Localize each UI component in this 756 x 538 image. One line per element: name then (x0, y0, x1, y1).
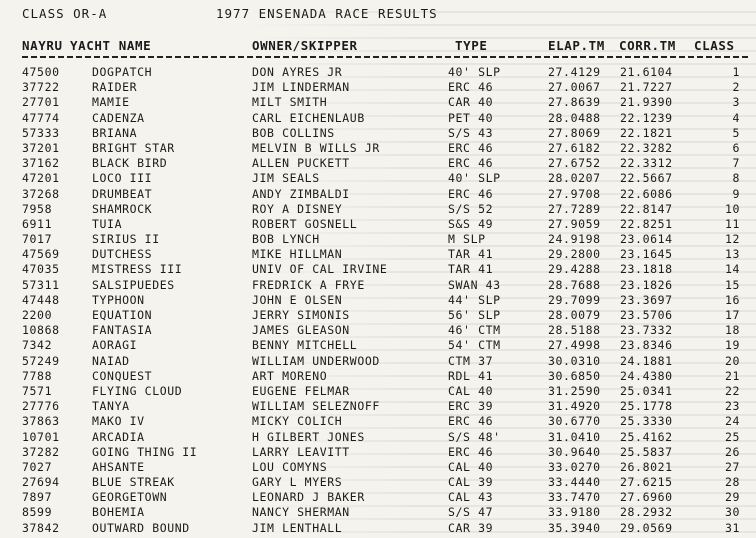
yacht-type: ERC 46 (448, 80, 494, 95)
owner-skipper: LARRY LEAVITT (252, 444, 350, 459)
header-corrected-time: CORR.TM (619, 38, 676, 53)
class-place: 7 (732, 156, 740, 171)
yacht-name: MAMIE (92, 95, 130, 110)
sail-number: 37268 (22, 186, 60, 201)
corrected-time: 22.6086 (620, 186, 673, 201)
yacht-name: BRIGHT STAR (92, 140, 175, 155)
owner-skipper: WILLIAM UNDERWOOD (252, 353, 380, 368)
yacht-name: LOCO III (92, 171, 153, 186)
table-row (0, 232, 756, 247)
owner-skipper: FREDRICK A FRYE (252, 277, 365, 292)
yacht-name: EQUATION (92, 308, 153, 322)
yacht-type: CAL 40 (448, 459, 494, 474)
sail-number: 6911 (22, 216, 53, 231)
table-row (0, 445, 756, 460)
yacht-name: AORAGI (92, 338, 138, 353)
class-place: 17 (724, 308, 740, 322)
yacht-name: FLYING CLOUD (92, 383, 183, 398)
yacht-type: S/S 43 (448, 125, 494, 140)
yacht-name: OUTWARD BOUND (92, 520, 190, 535)
elapsed-time: 27.6752 (548, 156, 601, 171)
yacht-name: GOING THING II (92, 444, 198, 459)
elapsed-time: 27.7289 (548, 201, 601, 216)
table-row (0, 95, 756, 110)
sail-number: 7027 (22, 459, 53, 474)
corrected-time: 23.5706 (620, 308, 673, 322)
yacht-type: 54' CTM (448, 338, 501, 353)
sail-number: 47035 (22, 262, 60, 277)
owner-skipper: MELVIN B WILLS JR (252, 140, 380, 155)
table-row (0, 111, 756, 126)
yacht-type: ERC 46 (448, 414, 494, 429)
yacht-name: TYPHOON (92, 292, 145, 307)
owner-skipper: ART MORENO (252, 368, 328, 383)
yacht-type: CAL 43 (448, 490, 494, 505)
sail-number: 47774 (22, 110, 60, 125)
owner-skipper: H GILBERT JONES (252, 429, 365, 444)
class-place: 5 (732, 125, 740, 140)
class-label: CLASS OR-A (22, 6, 108, 21)
elapsed-time: 29.4288 (548, 262, 601, 277)
elapsed-time: 30.0310 (548, 353, 601, 368)
header-yacht-name: YACHT NAME (70, 38, 152, 53)
table-row (0, 171, 756, 186)
owner-skipper: ANDY ZIMBALDI (252, 186, 350, 201)
table-row (0, 323, 756, 338)
yacht-type: CAL 40 (448, 383, 494, 398)
owner-skipper: MILT SMITH (252, 95, 328, 110)
class-place: 29 (724, 490, 740, 505)
sail-number: 7571 (22, 383, 53, 398)
sail-number: 57311 (22, 277, 60, 292)
table-row (0, 247, 756, 262)
yacht-name: BLUE STREAK (92, 475, 175, 490)
document-title: 1977 ENSENADA RACE RESULTS (216, 6, 438, 21)
elapsed-time: 31.4920 (548, 399, 601, 414)
corrected-time: 25.5837 (620, 444, 673, 459)
table-row (0, 505, 756, 520)
yacht-type: 46' CTM (448, 323, 501, 338)
elapsed-time: 28.7688 (548, 277, 601, 292)
sail-number: 7017 (22, 232, 53, 247)
table-row (0, 430, 756, 445)
class-place: 24 (724, 414, 740, 429)
sail-number: 37201 (22, 140, 60, 155)
class-place: 27 (724, 459, 740, 474)
yacht-name: NAIAD (92, 353, 130, 368)
yacht-name: DUTCHESS (92, 247, 153, 262)
yacht-type: SWAN 43 (448, 277, 501, 292)
owner-skipper: ROY A DISNEY (252, 201, 343, 216)
sail-number: 27694 (22, 475, 60, 490)
table-row (0, 187, 756, 202)
owner-skipper: EUGENE FELMAR (252, 383, 350, 398)
corrected-time: 21.9390 (620, 95, 673, 110)
elapsed-time: 31.2590 (548, 383, 601, 398)
corrected-time: 23.3697 (620, 292, 673, 307)
owner-skipper: GARY L MYERS (252, 475, 343, 490)
class-place: 18 (724, 323, 740, 338)
elapsed-time: 27.9059 (548, 216, 601, 231)
corrected-time: 26.8021 (620, 459, 673, 474)
owner-skipper: NANCY SHERMAN (252, 505, 350, 520)
elapsed-time: 30.6770 (548, 414, 601, 429)
corrected-time: 22.5667 (620, 171, 673, 186)
yacht-type: 56' SLP (448, 308, 501, 322)
corrected-time: 23.1826 (620, 277, 673, 292)
table-row (0, 202, 756, 217)
corrected-time: 23.8346 (620, 338, 673, 353)
owner-skipper: BOB LYNCH (252, 232, 320, 247)
header-owner: OWNER/SKIPPER (252, 38, 358, 53)
elapsed-time: 30.9640 (548, 444, 601, 459)
yacht-type: S&S 49 (448, 216, 494, 231)
corrected-time: 22.1821 (620, 125, 673, 140)
yacht-type: ERC 46 (448, 444, 494, 459)
owner-skipper: JIM LINDERMAN (252, 80, 350, 95)
yacht-type: ERC 39 (448, 399, 494, 414)
yacht-name: MAKO IV (92, 414, 145, 429)
yacht-type: CAR 40 (448, 95, 494, 110)
yacht-type: ERC 46 (448, 140, 494, 155)
sail-number: 47500 (22, 65, 60, 79)
sail-number: 7788 (22, 368, 53, 383)
elapsed-time: 27.8639 (548, 95, 601, 110)
owner-skipper: WILLIAM SELEZNOFF (252, 399, 380, 414)
corrected-time: 21.6104 (620, 65, 673, 79)
yacht-type: 40' SLP (448, 171, 501, 186)
yacht-type: S/S 52 (448, 201, 494, 216)
table-row (0, 521, 756, 536)
elapsed-time: 33.7470 (548, 490, 601, 505)
yacht-type: CAR 39 (448, 520, 494, 535)
corrected-time: 22.3312 (620, 156, 673, 171)
yacht-name: ARCADIA (92, 429, 145, 444)
class-place: 2 (732, 80, 740, 95)
corrected-time: 27.6215 (620, 475, 673, 490)
sail-number: 47201 (22, 171, 60, 186)
yacht-type: ERC 46 (448, 186, 494, 201)
table-row (0, 65, 756, 80)
corrected-time: 23.0614 (620, 232, 673, 247)
owner-skipper: JIM LENTHALL (252, 520, 343, 535)
class-place: 22 (724, 383, 740, 398)
sail-number: 2200 (22, 308, 53, 322)
sail-number: 27776 (22, 399, 60, 414)
yacht-type: 40' SLP (448, 65, 501, 79)
elapsed-time: 27.9708 (548, 186, 601, 201)
owner-skipper: JOHN E OLSEN (252, 292, 343, 307)
yacht-type: S/S 48' (448, 429, 501, 444)
title-row (0, 6, 756, 22)
yacht-type: 44' SLP (448, 292, 501, 307)
corrected-time: 25.0341 (620, 383, 673, 398)
owner-skipper: LEONARD J BAKER (252, 490, 365, 505)
yacht-type: CTM 37 (448, 353, 494, 368)
yacht-type: TAR 41 (448, 262, 494, 277)
header-type: TYPE (455, 38, 488, 53)
owner-skipper: MICKY COLICH (252, 414, 343, 429)
class-place: 23 (724, 399, 740, 414)
elapsed-time: 24.9198 (548, 232, 601, 247)
yacht-name: BLACK BIRD (92, 156, 168, 171)
corrected-time: 22.3282 (620, 140, 673, 155)
table-row (0, 338, 756, 353)
elapsed-time: 28.0079 (548, 308, 601, 322)
corrected-time: 28.2932 (620, 505, 673, 520)
sail-number: 37842 (22, 520, 60, 535)
elapsed-time: 30.6850 (548, 368, 601, 383)
owner-skipper: ROBERT GOSNELL (252, 216, 358, 231)
table-row (0, 354, 756, 369)
owner-skipper: MIKE HILLMAN (252, 247, 343, 262)
sail-number: 27701 (22, 95, 60, 110)
yacht-name: AHSANTE (92, 459, 145, 474)
sail-number: 37863 (22, 414, 60, 429)
sail-number: 7342 (22, 338, 53, 353)
class-place: 1 (732, 65, 740, 79)
yacht-name: MISTRESS III (92, 262, 183, 277)
corrected-time: 23.1645 (620, 247, 673, 262)
elapsed-time: 28.0488 (548, 110, 601, 125)
corrected-time: 29.0569 (620, 520, 673, 535)
yacht-type: CAL 39 (448, 475, 494, 490)
table-row (0, 217, 756, 232)
table-row (0, 141, 756, 156)
sail-number: 7897 (22, 490, 53, 505)
corrected-time: 27.6960 (620, 490, 673, 505)
yacht-name: SALSIPUEDES (92, 277, 175, 292)
table-row (0, 308, 756, 323)
table-row (0, 262, 756, 277)
sail-number: 37282 (22, 444, 60, 459)
corrected-time: 24.4380 (620, 368, 673, 383)
owner-skipper: LOU COMYNS (252, 459, 328, 474)
corrected-time: 22.8147 (620, 201, 673, 216)
elapsed-time: 27.8069 (548, 125, 601, 140)
elapsed-time: 27.4998 (548, 338, 601, 353)
corrected-time: 23.7332 (620, 323, 673, 338)
class-place: 30 (724, 505, 740, 520)
elapsed-time: 27.0067 (548, 80, 601, 95)
column-headers (0, 38, 756, 54)
owner-skipper: DON AYRES JR (252, 65, 343, 79)
table-row (0, 490, 756, 505)
sail-number: 37162 (22, 156, 60, 171)
class-place: 6 (732, 140, 740, 155)
corrected-time: 22.8251 (620, 216, 673, 231)
yacht-type: TAR 41 (448, 247, 494, 262)
table-row (0, 460, 756, 475)
yacht-name: SHAMROCK (92, 201, 153, 216)
class-place: 15 (724, 277, 740, 292)
table-row (0, 156, 756, 171)
class-place: 16 (724, 292, 740, 307)
elapsed-time: 31.0410 (548, 429, 601, 444)
owner-skipper: JIM SEALS (252, 171, 320, 186)
results-table (0, 65, 756, 536)
corrected-time: 25.3330 (620, 414, 673, 429)
owner-skipper: UNIV OF CAL IRVINE (252, 262, 388, 277)
corrected-time: 23.1818 (620, 262, 673, 277)
yacht-name: FANTASIA (92, 323, 153, 338)
class-place: 12 (724, 232, 740, 247)
yacht-name: CONQUEST (92, 368, 153, 383)
table-row (0, 399, 756, 414)
yacht-name: DOGPATCH (92, 65, 153, 79)
sail-number: 57249 (22, 353, 60, 368)
yacht-name: TANYA (92, 399, 130, 414)
sail-number: 10868 (22, 323, 60, 338)
class-place: 9 (732, 186, 740, 201)
yacht-name: DRUMBEAT (92, 186, 153, 201)
elapsed-time: 28.0207 (548, 171, 601, 186)
owner-skipper: JERRY SIMONIS (252, 308, 350, 322)
class-place: 3 (732, 95, 740, 110)
owner-skipper: BENNY MITCHELL (252, 338, 358, 353)
yacht-name: CADENZA (92, 110, 145, 125)
elapsed-time: 29.7099 (548, 292, 601, 307)
class-place: 28 (724, 475, 740, 490)
sail-number: 8599 (22, 505, 53, 520)
yacht-name: GEORGETOWN (92, 490, 168, 505)
header-class: CLASS (694, 38, 735, 53)
sail-number: 47569 (22, 247, 60, 262)
table-row (0, 278, 756, 293)
class-place: 20 (724, 353, 740, 368)
sail-number: 37722 (22, 80, 60, 95)
owner-skipper: ALLEN PUCKETT (252, 156, 350, 171)
yacht-name: BRIANA (92, 125, 138, 140)
header-divider (22, 56, 748, 58)
class-place: 31 (724, 520, 740, 535)
owner-skipper: CARL EICHENLAUB (252, 110, 365, 125)
header-nayru: NAYRU (22, 38, 63, 53)
owner-skipper: JAMES GLEASON (252, 323, 350, 338)
elapsed-time: 28.5188 (548, 323, 601, 338)
class-place: 25 (724, 429, 740, 444)
class-place: 11 (724, 216, 740, 231)
yacht-type: PET 40 (448, 110, 494, 125)
yacht-type: S/S 47 (448, 505, 494, 520)
elapsed-time: 35.3940 (548, 520, 601, 535)
class-place: 19 (724, 338, 740, 353)
table-row (0, 384, 756, 399)
corrected-time: 24.1881 (620, 353, 673, 368)
yacht-name: RAIDER (92, 80, 138, 95)
table-row (0, 293, 756, 308)
class-place: 4 (732, 110, 740, 125)
corrected-time: 21.7227 (620, 80, 673, 95)
sail-number: 7958 (22, 201, 53, 216)
table-row (0, 414, 756, 429)
corrected-time: 22.1239 (620, 110, 673, 125)
sail-number: 47448 (22, 292, 60, 307)
table-row (0, 126, 756, 141)
class-place: 10 (724, 201, 740, 216)
elapsed-time: 33.4440 (548, 475, 601, 490)
header-elapsed-time: ELAP.TM (548, 38, 605, 53)
yacht-name: BOHEMIA (92, 505, 145, 520)
class-place: 26 (724, 444, 740, 459)
sail-number: 10701 (22, 429, 60, 444)
class-place: 14 (724, 262, 740, 277)
corrected-time: 25.4162 (620, 429, 673, 444)
elapsed-time: 27.4129 (548, 65, 601, 79)
yacht-type: M SLP (448, 232, 486, 247)
owner-skipper: BOB COLLINS (252, 125, 335, 140)
class-place: 21 (724, 368, 740, 383)
table-row (0, 475, 756, 490)
elapsed-time: 33.9180 (548, 505, 601, 520)
table-row (0, 80, 756, 95)
table-row (0, 369, 756, 384)
elapsed-time: 27.6182 (548, 140, 601, 155)
yacht-name: SIRIUS II (92, 232, 160, 247)
class-place: 8 (732, 171, 740, 186)
sail-number: 57333 (22, 125, 60, 140)
class-place: 13 (724, 247, 740, 262)
corrected-time: 25.1778 (620, 399, 673, 414)
yacht-name: TUIA (92, 216, 123, 231)
elapsed-time: 33.0270 (548, 459, 601, 474)
elapsed-time: 29.2800 (548, 247, 601, 262)
yacht-type: RDL 41 (448, 368, 494, 383)
yacht-type: ERC 46 (448, 156, 494, 171)
